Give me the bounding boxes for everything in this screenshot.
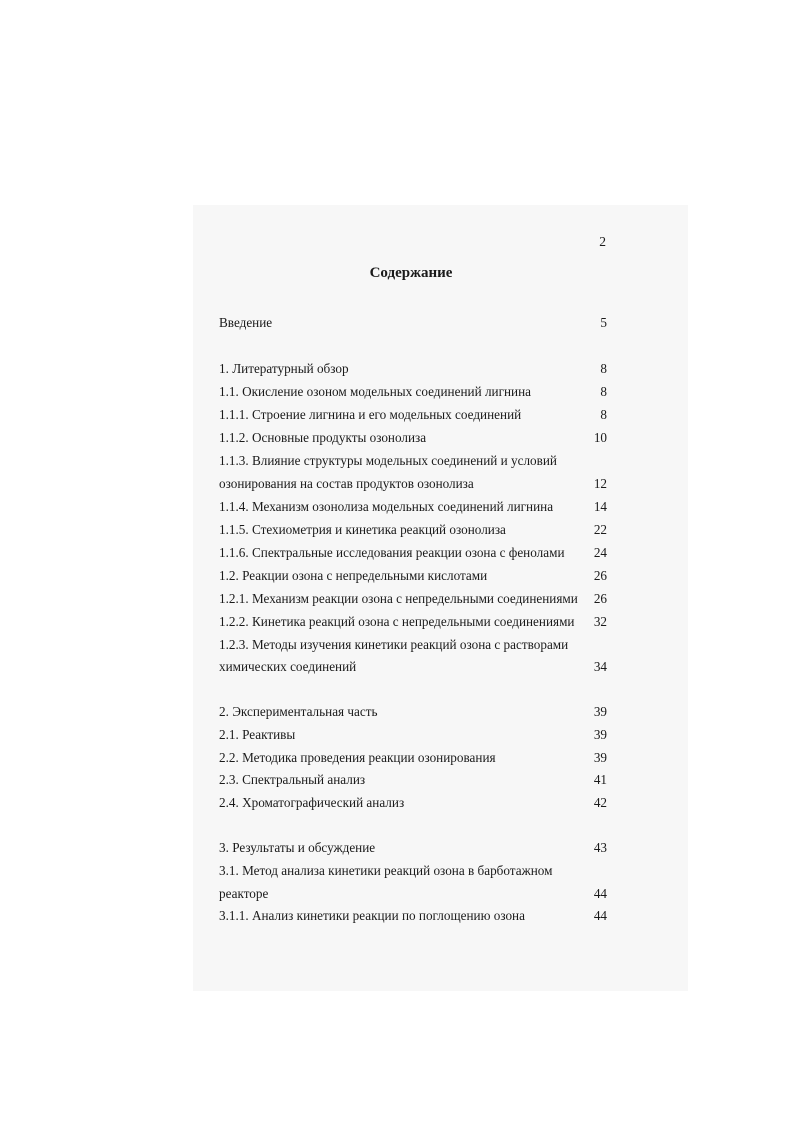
- toc-entry-text: реакторе: [219, 886, 269, 901]
- toc-entry: [219, 656, 607, 678]
- toc-entry-page: 26: [593, 568, 607, 583]
- toc-entry-text: 1.2.2. Кинетика реакций озона с непредельными соединениями: [219, 614, 575, 629]
- toc-entry: [219, 769, 607, 791]
- toc-entry: [219, 381, 607, 403]
- toc-entry-text: химических соединений: [219, 659, 357, 674]
- toc-entry-text: 1.1.3. Влияние структуры модельных соединений и условий: [219, 453, 557, 468]
- toc-entry-page: 41: [593, 772, 607, 787]
- toc-entry-page: 8: [600, 361, 607, 376]
- page-title: Содержание: [369, 265, 453, 281]
- toc-entry-page: 5: [600, 315, 607, 330]
- toc-entry-text: 2.4. Хроматографический анализ: [219, 795, 405, 810]
- toc-entry-text: 2.2. Методика проведения реакции озонирования: [219, 750, 496, 765]
- toc-entry-text: 1.2.3. Методы изучения кинетики реакций озона с растворами: [219, 637, 569, 652]
- toc-entry-page: 12: [593, 476, 607, 491]
- toc-entry: [219, 724, 607, 746]
- toc-entry-page: 44: [593, 886, 607, 901]
- toc-entry-page: 42: [593, 795, 607, 810]
- toc-entry: [219, 427, 607, 449]
- toc-entry-text: озонирования на состав продуктов озонолиза: [219, 476, 474, 491]
- toc-entry-page: 43: [593, 840, 607, 855]
- toc-entry-text: 2.1. Реактивы: [219, 727, 296, 742]
- toc-entry: [219, 747, 607, 769]
- toc-entry-page: 22: [593, 522, 607, 537]
- toc-entry: [219, 450, 607, 472]
- toc-entry-page: 32: [593, 614, 607, 629]
- toc-entry: [219, 496, 607, 518]
- toc-entry-text: 2. Экспериментальная часть: [219, 704, 378, 719]
- toc-entry-text: 2.3. Спектральный анализ: [219, 772, 366, 787]
- toc-entry: [219, 634, 607, 656]
- toc-entry-page: 8: [600, 407, 607, 422]
- toc-entry-text: Введение: [219, 315, 273, 330]
- toc-entry-page: 8: [600, 384, 607, 399]
- toc-entry-page: 34: [593, 659, 607, 674]
- toc-entry-text: 1.1.4. Механизм озонолиза модельных соединений лигнина: [219, 499, 554, 514]
- toc-entry-text: 3. Результаты и обсуждение: [219, 840, 376, 855]
- toc-entry: [219, 358, 607, 380]
- toc-entry-text: 1.1.5. Стехиометрия и кинетика реакций озонолиза: [219, 522, 506, 537]
- toc-entry-text: 1.1.6. Спектральные исследования реакции озона с фенолами: [219, 545, 565, 560]
- toc-entry-page: 39: [593, 750, 607, 765]
- toc-entry: [219, 837, 607, 859]
- toc-entry: [219, 588, 607, 610]
- toc-entry: [219, 792, 607, 814]
- toc-entry-page: 39: [593, 704, 607, 719]
- toc-entry-page: 10: [593, 430, 607, 445]
- toc-entry: [219, 519, 607, 541]
- toc-entry-text: 1.2. Реакции озона с непредельными кислотами: [219, 568, 488, 583]
- page-number: 2: [599, 234, 606, 249]
- toc-entry-text: 1.2.1. Механизм реакции озона с непредельными соединениями: [219, 591, 578, 606]
- toc-entry-page: 44: [593, 908, 607, 923]
- toc-entry: [219, 611, 607, 633]
- toc-entry-page: 39: [593, 727, 607, 742]
- toc-entry: [219, 312, 607, 334]
- toc-entry: [219, 404, 607, 426]
- toc-entry: [219, 565, 607, 587]
- toc-entry-text: 1.1.1. Строение лигнина и его модельных соединений: [219, 407, 522, 422]
- toc-entry: [219, 860, 607, 882]
- toc-entry: [219, 883, 607, 905]
- toc-entry: [219, 701, 607, 723]
- toc-entry: [219, 542, 607, 564]
- toc-entry-page: 26: [593, 591, 607, 606]
- toc-entry: [219, 473, 607, 495]
- toc-entry-text: 1.1.2. Основные продукты озонолиза: [219, 430, 427, 445]
- toc-entry-page: 24: [593, 545, 607, 560]
- toc-entry-text: 3.1. Метод анализа кинетики реакций озона в барботажном: [219, 863, 553, 878]
- toc-entry-text: 1.1. Окисление озоном модельных соединений лигнина: [219, 384, 532, 399]
- toc-entry: [219, 905, 607, 927]
- toc-entry-page: 14: [593, 499, 607, 514]
- toc-entry-text: 1. Литературный обзор: [219, 361, 349, 376]
- toc-entry-text: 3.1.1. Анализ кинетики реакции по поглощению озона: [219, 908, 525, 923]
